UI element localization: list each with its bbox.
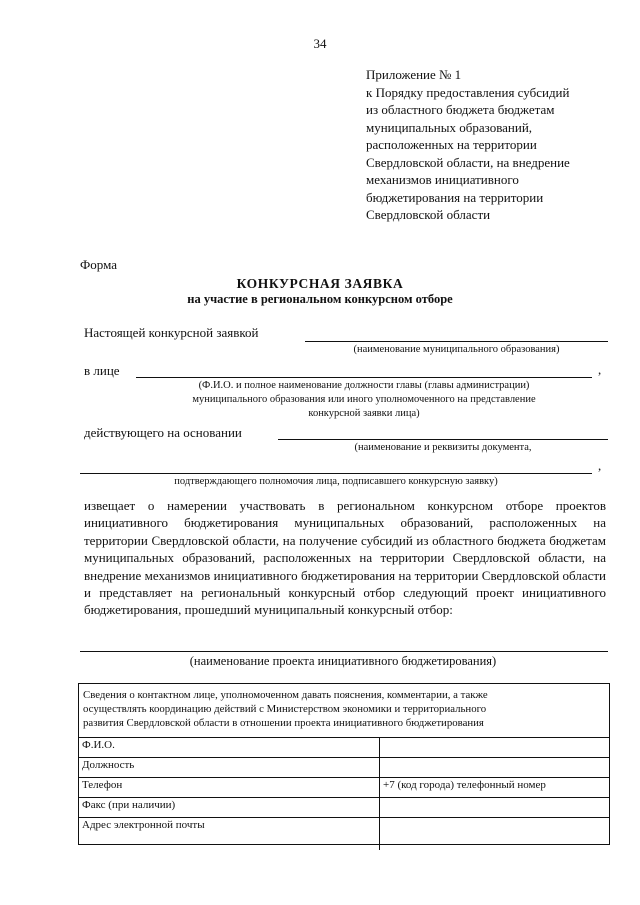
contact-row-value[interactable] [380, 738, 610, 758]
project-hint: (наименование проекта инициативного бюджетирования) [189, 654, 497, 668]
contact-row-value[interactable]: +7 (код города) телефонный номер [380, 778, 610, 798]
annex-line: Свердловской области, на внедрение [366, 154, 570, 170]
body-paragraph: извещает о намерении участвовать в региональном конкурсном отборе проектов инициативного бюджетирования муниципальных образований, расположенных на территории Свердловской области, на получение субсидий из областного бюджета бюджетам муниципальных образований, расположенных на территории Свердловской области, на внедрение механизмов инициативного бюджетирования на территории Свердловской области и представляет на региональный конкурсный отбор следующий проект инициативного бюджетирования, прошедший муниципальный конкурсный отбор: [84, 498, 606, 618]
basis-hint: (наименование и реквизиты документа, [354, 442, 532, 453]
person-input-line[interactable] [136, 377, 592, 378]
project-input-line[interactable] [80, 651, 608, 652]
table-row [79, 778, 609, 798]
contact-header [83, 688, 607, 730]
contact-table [79, 737, 609, 850]
contact-row-label: Должность [79, 758, 380, 778]
body-text [84, 497, 606, 619]
form-label: Форма [80, 257, 117, 272]
table-row [79, 738, 609, 758]
page-number: 34 [313, 36, 327, 51]
document-title: КОНКУРСНАЯ ЗАЯВКА [236, 276, 404, 291]
annex-line: расположенных на территории [366, 137, 537, 152]
authority-input-line[interactable] [80, 473, 592, 474]
applicant-hint: (наименование муниципального образования) [353, 344, 560, 355]
annex-line: Свердловской области [366, 207, 491, 222]
contact-row-label: Адрес электронной почты [79, 818, 380, 851]
contact-header-line: Сведения о контактном лице, уполномоченном давать пояснения, комментарии, а также [83, 689, 488, 701]
table-row [79, 758, 609, 778]
annex-line: механизмов инициативного [366, 172, 519, 187]
annex-line: муниципальных образований, [366, 119, 533, 135]
contact-table-box [78, 683, 610, 845]
annex-line: из областного бюджета бюджетам [366, 102, 555, 117]
contact-row-value[interactable] [380, 758, 610, 778]
person-hint-line: конкурсной заявки лица) [308, 408, 420, 419]
contact-row-label: Телефон [79, 778, 380, 798]
contact-row-value[interactable] [380, 798, 610, 818]
person-hint-line: (Ф.И.О. и полное наименование должности главы (главы администрации) [198, 380, 530, 391]
contact-header-line: осуществлять координацию действий с Министерством экономики и территориального [83, 703, 487, 715]
table-row [79, 798, 609, 818]
person-label: в лице [84, 363, 120, 378]
document-subtitle: на участие в региональном конкурсном отборе [187, 292, 453, 306]
basis-input-line[interactable] [278, 439, 608, 440]
contact-row-label: Факс (при наличии) [79, 798, 380, 818]
table-row [79, 818, 609, 851]
contact-row-label: Ф.И.О. [79, 738, 380, 758]
annex-note [366, 66, 626, 224]
person-hint-line: муниципального образования или иного уполномоченного на представление [192, 394, 536, 405]
comma: , [598, 362, 602, 377]
comma: , [598, 458, 602, 473]
authority-hint: подтверждающего полномочия лица, подписавшего конкурсную заявку) [174, 476, 498, 487]
annex-line: бюджетирования на территории [366, 189, 544, 205]
applicant-label: Настоящей конкурсной заявкой [84, 325, 259, 340]
annex-line: к Порядку предоставления субсидий [366, 84, 570, 100]
basis-label: действующего на основании [84, 425, 242, 440]
annex-line: Приложение № 1 [366, 67, 462, 82]
applicant-input-line[interactable] [305, 341, 608, 342]
contact-row-value[interactable] [380, 818, 610, 851]
contact-header-line: развития Свердловской области в отношении проекта инициативного бюджетирования [83, 717, 484, 729]
